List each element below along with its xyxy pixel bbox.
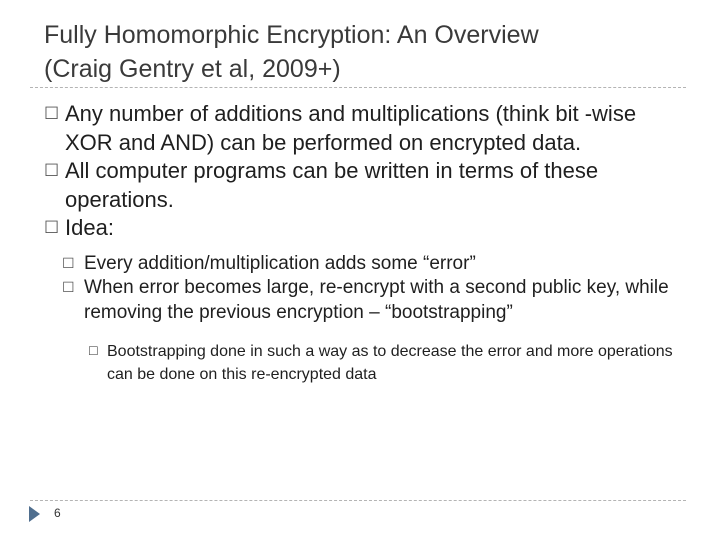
- title-line-1: Fully Homomorphic Encryption: An Overview: [44, 21, 539, 49]
- page-marker-arrow-icon: [29, 506, 40, 522]
- checkbox-bullet-icon: ☐: [88, 344, 99, 358]
- sub-sub-bullet-text: Bootstrapping done in such a way as to decrease the error and more operations can be done on this re-encrypted data: [107, 343, 673, 383]
- sub-sub-bullet-item: [88, 340, 684, 386]
- checkbox-bullet-icon: ☐: [44, 218, 60, 238]
- checkbox-bullet-icon: ☐: [44, 161, 60, 181]
- bullet-text: All computer programs can be written in terms of these operations.: [65, 158, 599, 212]
- footer-divider: [30, 500, 686, 501]
- title-divider: [30, 87, 686, 88]
- sub-bullet-text: When error becomes large, re-encrypt with a second public key, while removing the previous encryption – “bootstrapping”: [84, 277, 669, 323]
- bullet-item: [44, 157, 684, 214]
- bullet-item: [44, 214, 684, 243]
- page-number: 6: [54, 506, 61, 520]
- bullet-text: Idea:: [65, 215, 114, 240]
- checkbox-bullet-icon: ☐: [62, 280, 75, 296]
- title-line-2: (Craig Gentry et al, 2009+): [44, 55, 341, 83]
- bullet-text: Any number of additions and multiplications (think bit -wise XOR and AND) can be performed on encrypted data.: [65, 101, 637, 155]
- checkbox-bullet-icon: ☐: [44, 104, 60, 124]
- checkbox-bullet-icon: ☐: [62, 255, 75, 272]
- sub-bullet-text: Every addition/multiplication adds some “error”: [84, 252, 476, 274]
- sub-bullet-item: [62, 252, 684, 277]
- slide-title: [44, 18, 684, 86]
- bullet-item: [44, 100, 684, 157]
- slide-body: [44, 100, 684, 386]
- sub-bullet-item: [62, 276, 684, 325]
